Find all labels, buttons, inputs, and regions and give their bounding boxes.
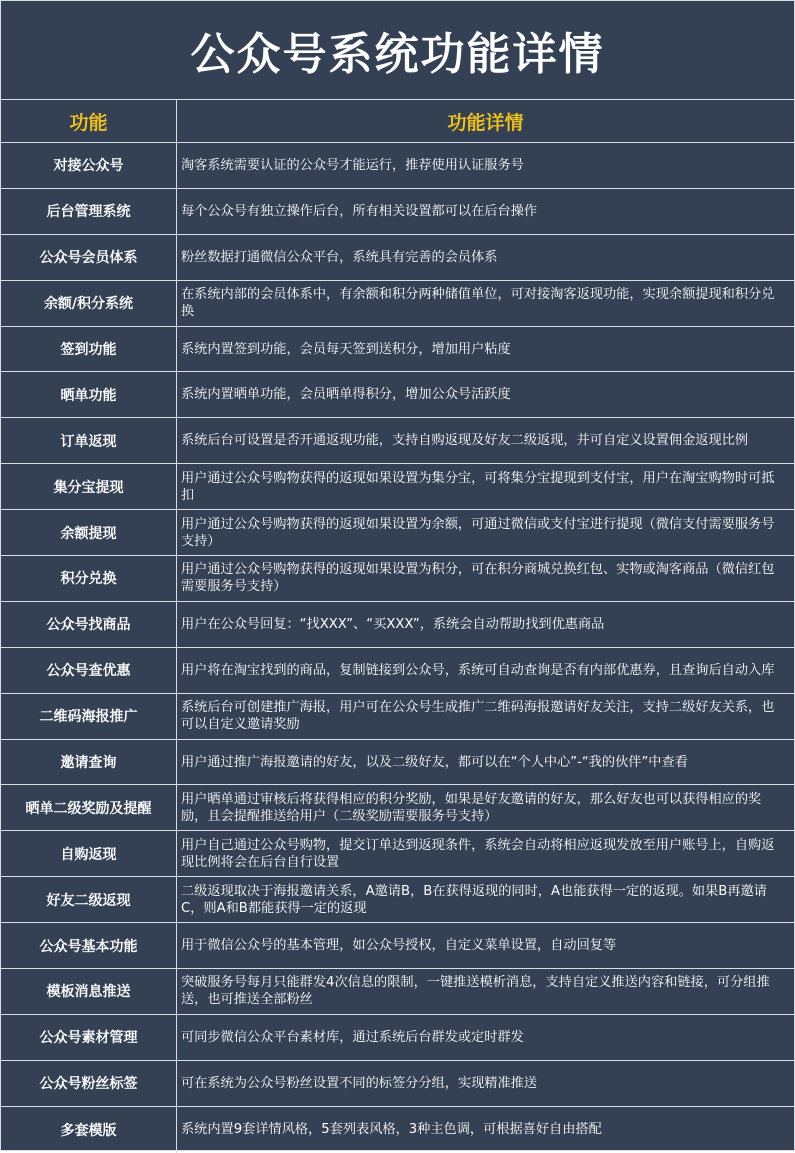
- feature-name: 自购返现: [1, 831, 177, 876]
- feature-detail: 系统后台可设置是否开通返现功能，支持自购返现及好友二级返现，并可自定义设置佣金返现比例: [181, 433, 749, 449]
- feature-detail: 用户在公众号回复：“找XXX”、“买XXX”，系统会自动帮助找到优惠商品: [181, 616, 605, 632]
- table-row: [1, 785, 794, 831]
- table-row: [1, 556, 794, 602]
- feature-name: 公众号找商品: [1, 602, 177, 647]
- feature-name: 公众号基本功能: [1, 923, 177, 968]
- feature-detail: 系统内置晒单功能，会员晒单得积分，增加公众号活跃度: [181, 387, 511, 403]
- table-row: [1, 189, 794, 235]
- table-row: [1, 1107, 794, 1153]
- feature-detail: 二级返现取决于海报邀请关系，A邀请B，B在获得返现的同时，A也能获得一定的返现。如果B再邀请C，则A和B都能获得一定的返现: [181, 883, 767, 916]
- feature-detail: 用户通过公众号购物获得的返现如果设置为余额，可通过微信或支付宝进行提现（微信支付需要服务号支持）: [181, 516, 775, 549]
- feature-name: 晒单功能: [1, 372, 177, 417]
- feature-detail: 淘客系统需要认证的公众号才能运行，推荐使用认证服务号: [181, 157, 524, 173]
- feature-name: 模板消息推送: [1, 969, 177, 1014]
- feature-detail: 用户自己通过公众号购物，提交订单达到返现条件，系统会自动将相应返现发放至用户账号上，自购返现比例将会在后台自行设置: [181, 837, 775, 870]
- feature-name: 公众号素材管理: [1, 1015, 177, 1060]
- feature-detail: 用户将在淘宝找到的商品，复制链接到公众号，系统可自动查询是否有内部优惠券，且查询后自动入库: [181, 662, 775, 678]
- feature-name: 余额提现: [1, 510, 177, 555]
- table-body: [1, 143, 794, 1153]
- table-row: [1, 281, 794, 327]
- table-header: [1, 100, 794, 143]
- feature-detail: 用于微信公众号的基本管理，如公众号授权，自定义菜单设置，自动回复等: [181, 938, 617, 954]
- feature-name: 对接公众号: [1, 143, 177, 188]
- table-row: [1, 327, 794, 373]
- feature-name: 集分宝提现: [1, 464, 177, 509]
- feature-name: 签到功能: [1, 327, 177, 372]
- feature-name: 晒单二级奖励及提醒: [1, 785, 177, 830]
- feature-detail: 用户通过推广海报邀请的好友，以及二级好友，都可以在“个人中心”-“我的伙伴”中查看: [181, 754, 688, 770]
- table-row: [1, 877, 794, 923]
- feature-name: 后台管理系统: [1, 189, 177, 234]
- feature-detail: 在系统内部的会员体系中，有余额和积分两种储值单位，可对接淘客返现功能，实现余额提现和积分兑换: [181, 287, 775, 320]
- feature-name: 余额/积分系统: [1, 281, 177, 326]
- table-row: [1, 831, 794, 877]
- feature-detail: 突破服务号每月只能群发4次信息的限制，一键推送模析消息，支持自定义推送内容和链接，可分组推送，也可推送全部粉丝: [181, 975, 770, 1008]
- feature-detail: 每个公众号有独立操作后台，所有相关设置都可以在后台操作: [181, 203, 538, 219]
- column-header-feature: 功能: [1, 100, 177, 142]
- feature-name: 积分兑换: [1, 556, 177, 601]
- table-row: [1, 923, 794, 969]
- table-row: [1, 648, 794, 694]
- feature-detail: 用户通过公众号购物获得的返现如果设置为积分，可在积分商城兑换红包、实物或淘客商品（微信红包需要服务号支持）: [181, 562, 775, 595]
- feature-name: 邀请查询: [1, 740, 177, 785]
- feature-detail: 系统内置签到功能，会员每天签到送积分，增加用户粘度: [181, 341, 511, 357]
- table-row: [1, 418, 794, 464]
- table-row: [1, 464, 794, 510]
- table-row: [1, 740, 794, 786]
- feature-detail: 可同步微信公众平台素材库，通过系统后台群发或定时群发: [181, 1029, 524, 1045]
- table-row: [1, 1015, 794, 1061]
- table-row: [1, 372, 794, 418]
- feature-name: 好友二级返现: [1, 877, 177, 922]
- table-row: [1, 602, 794, 648]
- feature-detail: 粉丝数据打通微信公众平台，系统具有完善的会员体系: [181, 249, 498, 265]
- feature-name: 订单返现: [1, 418, 177, 463]
- title-bar: [1, 1, 794, 100]
- page-title: 公众号系统功能详情: [190, 29, 605, 80]
- feature-name: 公众号会员体系: [1, 235, 177, 280]
- feature-detail: 系统内置9套详情风格，5套列表风格，3种主色调，可根据喜好自由搭配: [181, 1122, 602, 1138]
- table-row: [1, 143, 794, 189]
- table-row: [1, 510, 794, 556]
- feature-detail: 可在系统为公众号粉丝设置不同的标签分分组，实现精准推送: [181, 1075, 538, 1091]
- feature-name: 公众号查优惠: [1, 648, 177, 693]
- table-row: [1, 1061, 794, 1107]
- table-row: [1, 694, 794, 740]
- feature-detail: 系统后台可创建推广海报，用户可在公众号生成推广二维码海报邀请好友关注，支持二级好友关系，也可以自定义邀请奖励: [181, 700, 775, 733]
- feature-name: 公众号粉丝标签: [1, 1061, 177, 1106]
- feature-name: 多套模版: [1, 1107, 177, 1153]
- feature-name: 二维码海报推广: [1, 694, 177, 739]
- column-header-detail: 功能详情: [447, 111, 524, 134]
- table-row: [1, 969, 794, 1015]
- feature-detail: 用户晒单通过审核后将获得相应的积分奖励，如果是好友邀请的好友，那么好友也可以获得相应的奖励，且会提醒推送给用户（二级奖励需要服务号支持）: [181, 791, 762, 824]
- feature-detail: 用户通过公众号购物获得的返现如果设置为集分宝，可将集分宝提现到支付宝，用户在淘宝购物时可抵扣: [181, 470, 775, 503]
- table-row: [1, 235, 794, 281]
